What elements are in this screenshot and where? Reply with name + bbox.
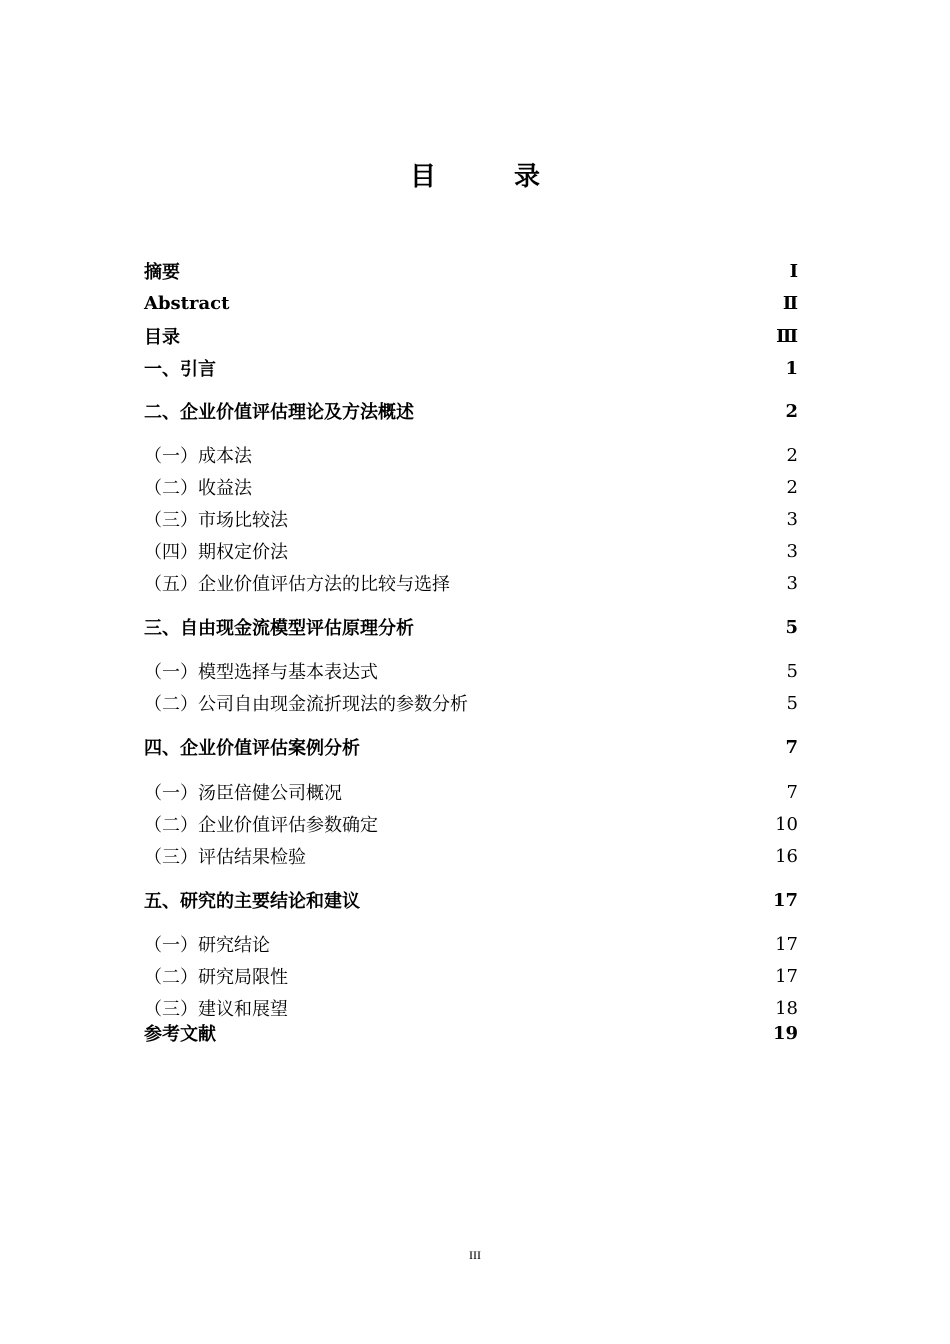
toc-entry[interactable] (144, 258, 798, 284)
toc-entry[interactable] (144, 734, 798, 760)
toc-entry-page: 3 (786, 572, 798, 594)
toc-entry-label: （二）公司自由现金流折现法的参数分析 (144, 694, 468, 715)
toc-entry[interactable] (144, 658, 798, 684)
toc-entry-label: 目录 (144, 327, 180, 348)
toc-entry-page: 17 (775, 965, 798, 987)
toc-entry-label: （一）汤臣倍健公司概况 (144, 783, 342, 804)
toc-entry-page: 10 (775, 813, 798, 835)
toc-entry-page: 3 (786, 540, 798, 562)
toc-entry[interactable] (144, 995, 798, 1021)
toc-entry-page: Ⅲ (776, 325, 798, 347)
toc-entry[interactable] (144, 474, 798, 500)
toc-entry-page: 18 (775, 997, 798, 1019)
toc-entry-label: （一）成本法 (144, 446, 252, 467)
toc-entry[interactable] (144, 843, 798, 869)
toc-entry-page: 7 (785, 736, 798, 758)
toc-entry-page: 2 (786, 476, 798, 498)
toc-entry-page: 5 (785, 616, 798, 638)
toc-entry-label: Abstract (144, 292, 230, 314)
toc-entry[interactable] (144, 931, 798, 957)
toc-entry-label: （五）企业价值评估方法的比较与选择 (144, 574, 450, 595)
page-title: 目 录 (409, 162, 566, 192)
toc-entry-label: （一）模型选择与基本表达式 (144, 662, 378, 683)
toc-entry-page: Ⅰ (789, 260, 798, 282)
toc-entry[interactable] (144, 506, 798, 532)
toc-entry-label: 四、企业价值评估案例分析 (144, 738, 360, 759)
toc-entry[interactable] (144, 355, 798, 381)
toc-entry-page: 5 (786, 692, 798, 714)
toc-entry-page: 1 (785, 357, 798, 379)
toc-entry-label: （三）建议和展望 (144, 999, 288, 1020)
toc-entry-page: 3 (786, 508, 798, 530)
toc-entry[interactable] (144, 538, 798, 564)
footer-page-number: III (469, 1248, 481, 1262)
toc-entry[interactable] (144, 811, 798, 837)
toc-entry[interactable] (144, 1020, 798, 1046)
toc-entry-label: 摘要 (144, 262, 180, 283)
toc-entry-page: 17 (772, 889, 798, 911)
toc-entry-label: （三）评估结果检验 (144, 847, 306, 868)
toc-entry[interactable] (144, 614, 798, 640)
toc-entry-label: 二、企业价值评估理论及方法概述 (144, 402, 414, 423)
toc-entry-label: （二）收益法 (144, 478, 252, 499)
toc-entry[interactable] (144, 323, 798, 349)
toc-entry-label: （一）研究结论 (144, 935, 270, 956)
toc-entry-page: 16 (775, 845, 798, 867)
toc-entry[interactable] (144, 779, 798, 805)
toc-entry[interactable] (144, 690, 798, 716)
toc-entry-page: 5 (786, 660, 798, 682)
toc-entry-page: 19 (772, 1022, 798, 1044)
toc-entry-page: 2 (786, 444, 798, 466)
toc-entry[interactable] (144, 442, 798, 468)
toc-entry-label: （二）研究局限性 (144, 967, 288, 988)
toc-entry-label: （四）期权定价法 (144, 542, 288, 563)
toc-entry-label: 五、研究的主要结论和建议 (144, 891, 360, 912)
toc-entry-label: （三）市场比较法 (144, 510, 288, 531)
toc-entry-label: 参考文献 (144, 1024, 216, 1045)
toc-entry-label: 三、自由现金流模型评估原理分析 (144, 618, 414, 639)
toc-entry-page: Ⅱ (782, 292, 798, 314)
toc-entry-page: 17 (775, 933, 798, 955)
toc-entry[interactable] (144, 570, 798, 596)
toc-entry[interactable] (144, 963, 798, 989)
toc-entry-page: 2 (785, 400, 798, 422)
toc-entry[interactable] (144, 290, 798, 316)
toc-entry[interactable] (144, 398, 798, 424)
toc-entry-label: （二）企业价值评估参数确定 (144, 815, 378, 836)
toc-entry-page: 7 (786, 781, 798, 803)
toc-entry-label: 一、引言 (144, 359, 216, 380)
toc-entry[interactable] (144, 887, 798, 913)
